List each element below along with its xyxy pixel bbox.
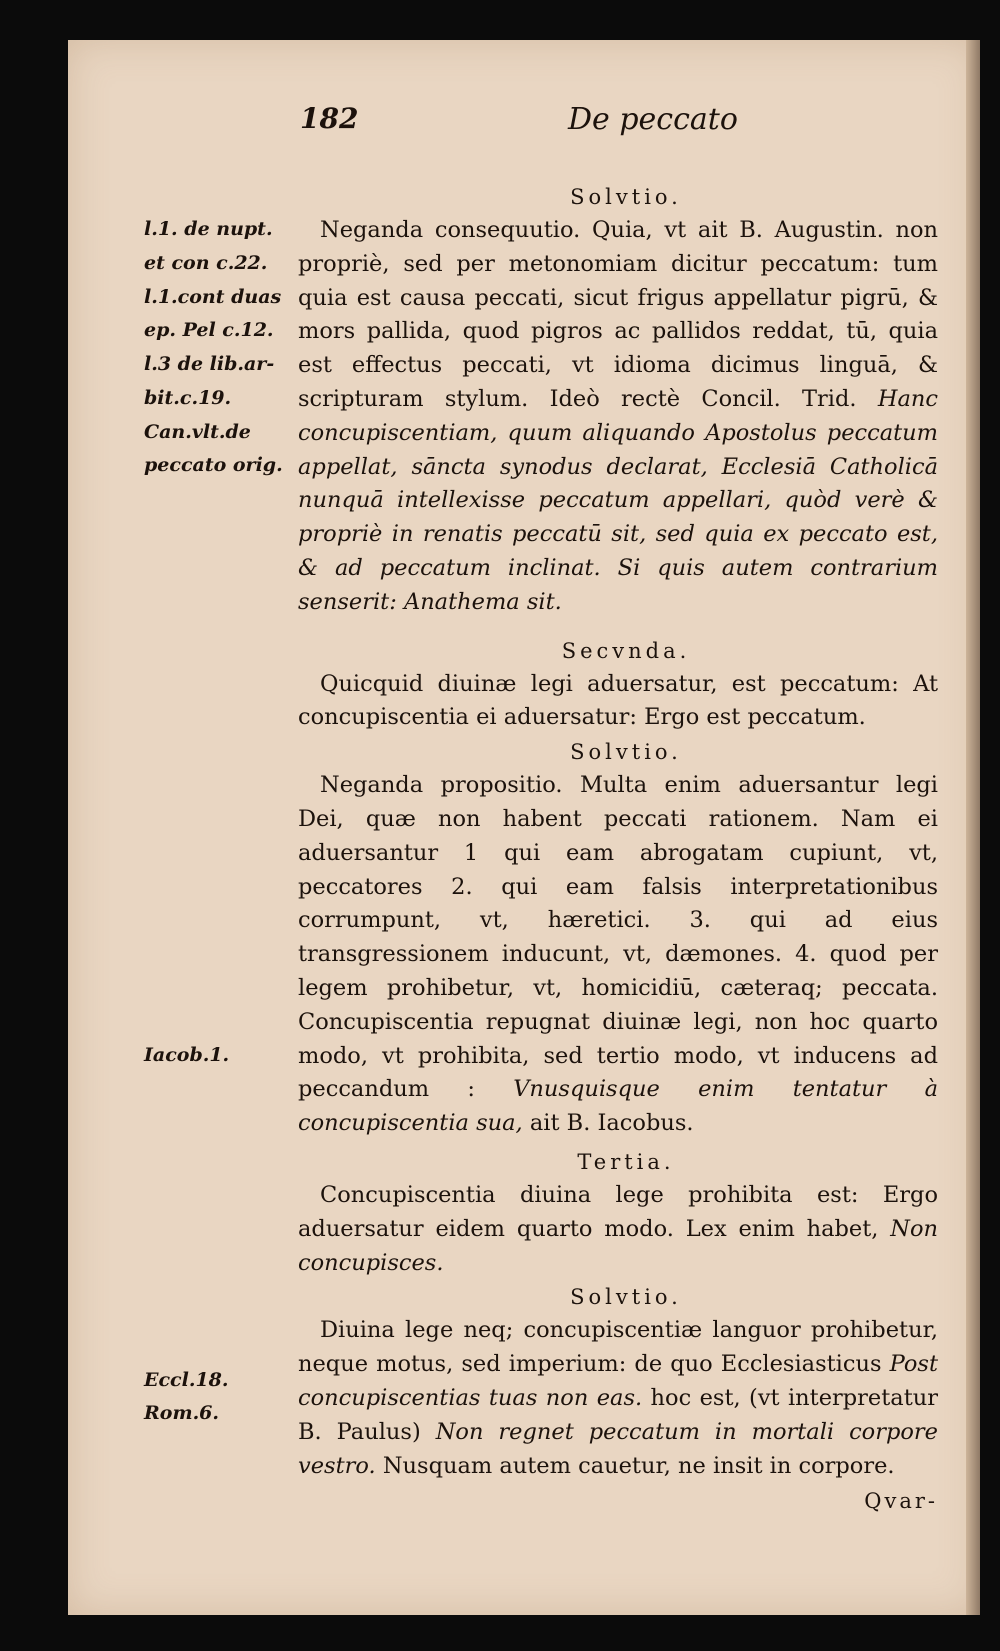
margin-note: ep. Pel c.12. xyxy=(144,319,274,341)
margin-note: l.3 de lib.ar- xyxy=(144,353,275,375)
text-run: Quicquid diuinæ legi aduersatur, est peccatum: At concupiscentia ei aduersatur: Ergo est peccatum. xyxy=(298,670,938,731)
section-heading: Solvtio. xyxy=(570,740,682,765)
quotation: Non regnet peccatum in mortali corpore vestro. xyxy=(298,1418,938,1479)
section-heading: Tertia. xyxy=(577,1149,675,1174)
quotation: Vnusquisque enim tentatur à concupiscentia sua, xyxy=(298,1076,938,1137)
page-number: 182 xyxy=(300,102,359,135)
running-title: De peccato xyxy=(568,102,738,137)
text-run: Concupiscentia diuina lege prohibita est: Ergo aduersatur eidem quarto modo. Lex enim habet, xyxy=(298,1181,938,1242)
paragraph xyxy=(298,1314,938,1483)
margin-note: et con c.22. xyxy=(144,252,268,274)
section-heading: Solvtio. xyxy=(570,1285,682,1310)
text-run: ait B. Iacobus. xyxy=(522,1110,694,1137)
text-run: Neganda propositio. Multa enim aduersantur legi Dei, quæ non habent peccati rationem. Nam ei aduersantur 1 qui eam abrogatam cupiunt, vt, peccatores 2. qui eam falsis interpretationibus corrumpunt, vt, hæretici. 3. qui ad eius transgressionem inducunt, vt, dæmones. 4. quod per legem prohibetur, vt, homicidiū, cæteraq; peccata. Concupiscentia repugnat diuinæ legi, non hoc quarto modo, vt prohibita, sed tertio modo, vt inducens ad peccandum : xyxy=(298,772,938,1103)
paragraph xyxy=(298,769,938,1141)
quotation: Hanc concupiscentiam, quum aliquando Apostolus peccatum appellat, sāncta synodus declarat, Ecclesiā Catholicā nunquā intellexisse peccatum appellari, quòd verè & propriè in renatis peccatū sit, sed quia ex peccato est, & ad peccatum inclinat. Si quis autem contrarium senserit: Anathema sit. xyxy=(298,385,938,615)
margin-note: peccato orig. xyxy=(144,454,283,476)
page-header xyxy=(68,102,980,142)
margin-note: l.1. de nupt. xyxy=(144,218,273,240)
quotation: Non concupisces. xyxy=(298,1215,938,1276)
text-run: Nusquam autem cauetur, ne insit in corpore. xyxy=(375,1452,895,1479)
margin-note: l.1.cont duas xyxy=(144,286,282,308)
page-edge xyxy=(966,40,980,1615)
main-text xyxy=(298,180,938,1519)
paragraph xyxy=(298,214,938,620)
margin-note: Eccl.18. xyxy=(144,1369,229,1391)
text-run: Diuina lege neq; concupiscentiæ languor prohibetur, neque motus, sed imperium: de quo Ecclesiasticus xyxy=(298,1317,938,1378)
paragraph xyxy=(298,668,938,736)
catchword: Qvar- xyxy=(864,1489,938,1514)
text-run: hoc est, (vt interpretatur B. Paulus) xyxy=(298,1384,938,1445)
margin-note: Can.vlt.de xyxy=(144,421,251,443)
text-run: Neganda consequutio. Quia, vt ait B. Augustin. non propriè, sed per metonomiam dicitur peccatum: tum quia est causa peccati, sicut frigus appellatur pigrū, & mors pallida, quod pigros ac pallidos reddat, tū, quia est effectus peccati, vt idioma dicimus linguā, & scripturam stylum. Ideò rectè Concil. Trid. xyxy=(298,217,938,412)
paragraph xyxy=(298,1179,938,1280)
section-heading: Solvtio. xyxy=(570,185,682,209)
margin-note: Iacob.1. xyxy=(144,1044,230,1066)
margin-note: Rom.6. xyxy=(144,1402,220,1424)
quotation: Post concupiscentias tuas non eas. xyxy=(298,1351,938,1411)
section-heading: Secvnda. xyxy=(561,638,691,663)
book-page xyxy=(68,40,980,1615)
margin-note: bit.c.19. xyxy=(144,387,232,409)
